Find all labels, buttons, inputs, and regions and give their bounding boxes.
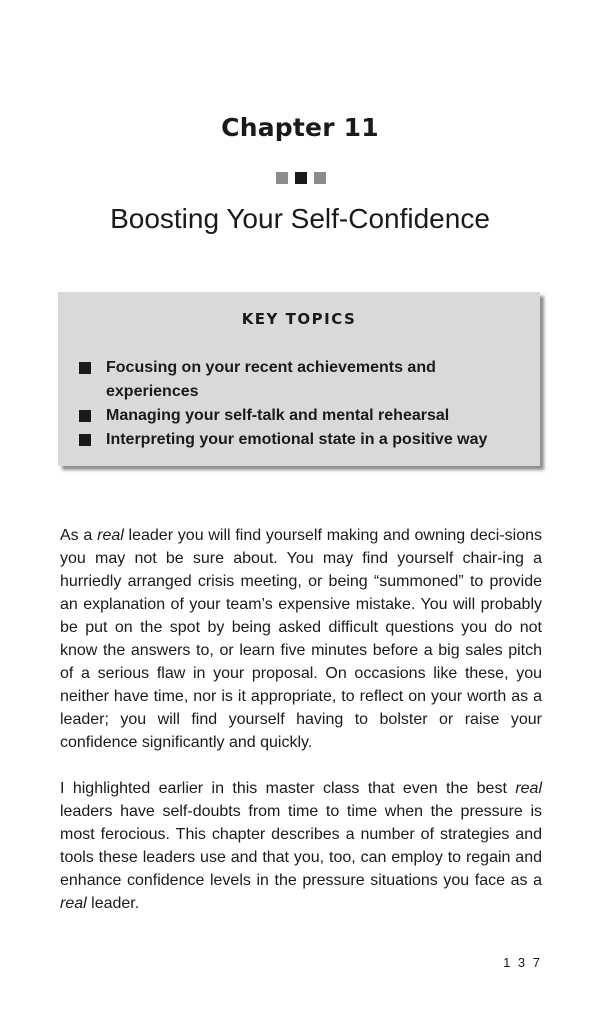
emphasis-real: real <box>97 527 124 544</box>
ornament-square-center <box>295 172 307 184</box>
square-bullet-icon <box>79 410 91 422</box>
emphasis-real: real <box>515 780 542 797</box>
key-topics-box <box>58 292 540 466</box>
key-topics-list <box>78 356 528 452</box>
chapter-number: Chapter 11 <box>221 113 379 142</box>
text-run: leader. <box>86 895 140 912</box>
text-run: As a <box>60 527 98 544</box>
emphasis-real: real <box>60 895 87 912</box>
key-topic-item <box>78 404 528 428</box>
key-topic-text: Interpreting your emotional state in a positive way <box>106 431 488 448</box>
body-paragraph-2 <box>60 777 542 915</box>
square-bullet-icon <box>79 434 91 446</box>
body-paragraph-1 <box>60 524 542 754</box>
text-run: I highlighted earlier in this master class that even the best <box>60 780 516 797</box>
page-number: 1 3 7 <box>503 955 542 970</box>
chapter-ornament <box>276 172 326 184</box>
key-topic-text: Focusing on your recent achievements and experiences <box>106 359 436 400</box>
square-bullet-icon <box>79 362 91 374</box>
text-run: leaders have self-doubts from time to time when the pressure is most ferocious. This chapter describes a number of strategies and tools these leaders use and that you, too, can employ to regain and enhance confidence levels in the pressure situations you face as a <box>60 803 542 889</box>
key-topic-item <box>78 428 528 452</box>
key-topic-item <box>78 356 528 404</box>
text-run: leader you will find yourself making and owning deci-sions you may not be sure about. You may find yourself chair-ing a hurriedly arranged crisis meeting, or being “summoned” to provide an explanation of your team’s expensive mistake. You will probably be put on the spot by being asked difficult questions you do not know the answers to, or learn five minutes before a big sales pitch of a serious flaw in your proposal. On occasions like these, you neither have time, nor is it appropriate, to reflect on your worth as a leader; you will find yourself having to bolster or raise your confidence significantly and quickly. <box>60 527 543 751</box>
chapter-title: Boosting Your Self-Confidence <box>110 203 490 234</box>
key-topic-text: Managing your self-talk and mental rehearsal <box>106 407 450 424</box>
ornament-square-right <box>314 172 326 184</box>
ornament-square-left <box>276 172 288 184</box>
key-topics-heading: KEY TOPICS <box>241 310 357 328</box>
